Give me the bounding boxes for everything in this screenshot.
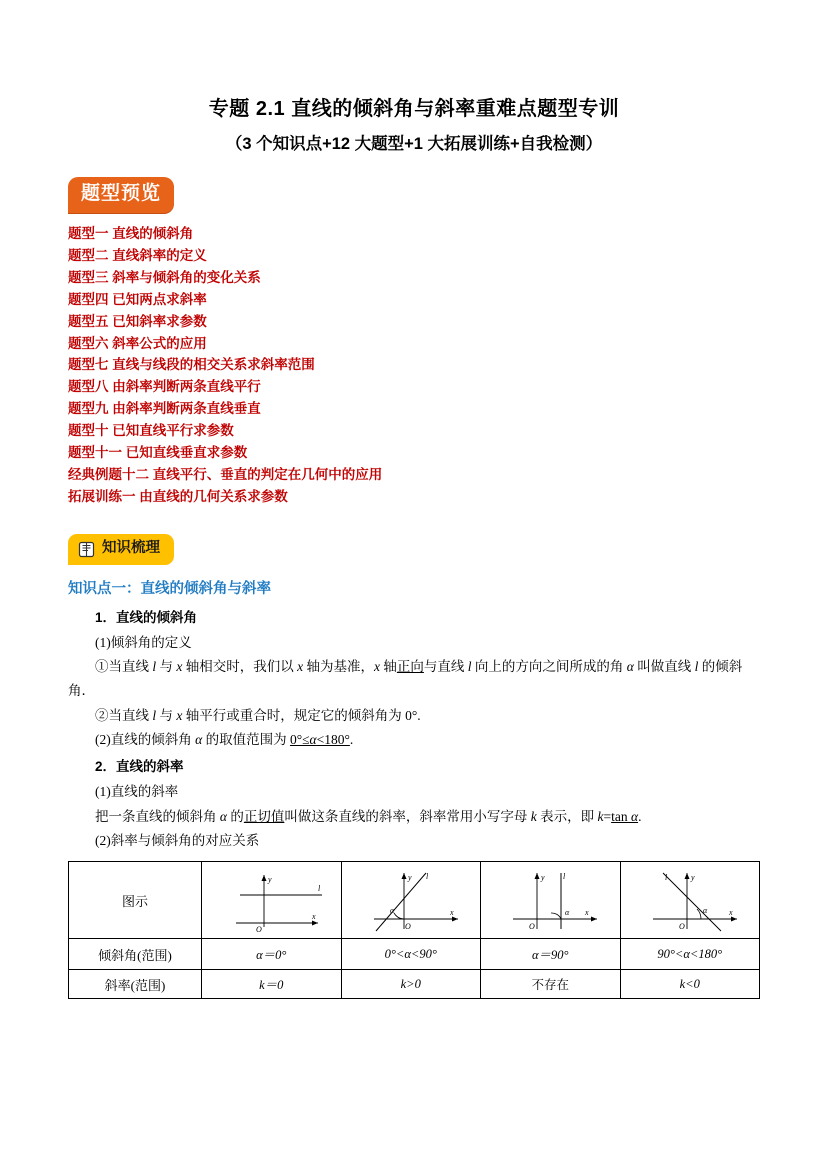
- table-row-label-angle: 倾斜角(范围): [69, 939, 202, 970]
- svg-text:α: α: [702, 906, 707, 916]
- list-item: 拓展训练一 由直线的几何关系求参数: [68, 488, 288, 504]
- list-item: 题型七 直线与线段的相交关系求斜率范围: [68, 357, 315, 373]
- svg-text:l: l: [425, 872, 428, 882]
- diagram-vertical-line: [481, 862, 621, 939]
- table-cell-angle-3: α＝90°: [481, 939, 621, 970]
- section-2-line-1: (1)直线的斜率: [95, 784, 179, 800]
- knowledge-banner-label: 知识梳理: [102, 540, 160, 557]
- list-item: 题型八 由斜率判断两条直线平行: [68, 379, 261, 395]
- list-item: 题型十 已知直线平行求参数: [68, 423, 234, 439]
- section-2-line-3: (2)斜率与倾斜角的对应关系: [95, 833, 260, 849]
- svg-text:l: l: [664, 873, 667, 883]
- list-item: 题型五 已知斜率求参数: [68, 313, 207, 329]
- list-item: 题型三 斜率与倾斜角的变化关系: [68, 270, 261, 286]
- knowledge-banner: [68, 534, 760, 565]
- list-item: 经典例题十二 直线平行、垂直的判定在几何中的应用: [68, 466, 383, 482]
- list-item: 题型四 已知两点求斜率: [68, 291, 207, 307]
- list-item: 题型一 直线的倾斜角: [68, 226, 194, 242]
- slope-angle-table: [68, 861, 760, 999]
- section-1-line-2: ①当直线 l 与 x 轴相交时，我们以 x 轴为基准，x 轴正向与直线 l 向上的方向之间所成的角 α 叫做直线 l 的倾斜角．: [68, 659, 743, 699]
- table-cell-slope-4: k<0: [620, 970, 760, 999]
- svg-text:α: α: [565, 908, 570, 918]
- table-row-label-slope: 斜率(范围): [69, 970, 202, 999]
- diagram-acute-angle-line: [341, 862, 481, 939]
- knowledge-point-heading: 知识点一：直线的倾斜角与斜率: [68, 580, 271, 597]
- svg-text:x: x: [312, 912, 316, 922]
- svg-text:l: l: [563, 872, 566, 882]
- table-cell-slope-2: k>0: [341, 970, 481, 999]
- table-row-label-figure: 图示: [69, 862, 202, 939]
- table-cell-angle-2: 0°<α<90°: [341, 939, 481, 970]
- list-item: 题型十一 已知直线垂直求参数: [68, 444, 248, 460]
- table-cell-slope-3: 不存在: [481, 970, 621, 999]
- section-1-line-4: (2)直线的倾斜角 α 的取值范围为 0°≤α<180°.: [95, 732, 354, 748]
- svg-text:α: α: [389, 906, 394, 916]
- preview-banner: [68, 177, 760, 213]
- svg-text:O: O: [256, 925, 263, 935]
- svg-text:y: y: [407, 873, 412, 883]
- table-cell-angle-4: 90°<α<180°: [620, 939, 760, 970]
- list-item: 题型九 由斜率判断两条直线垂直: [68, 401, 261, 417]
- svg-text:O: O: [404, 922, 411, 932]
- question-type-outline: [68, 223, 760, 507]
- document-content: [68, 96, 760, 999]
- svg-text:x: x: [585, 908, 589, 918]
- section-heading-2: 2．直线的斜率: [95, 758, 184, 774]
- table-cell-angle-1: α＝0°: [202, 939, 342, 970]
- svg-text:l: l: [318, 884, 321, 894]
- diagram-obtuse-angle-line: [620, 862, 760, 939]
- svg-text:y: y: [268, 875, 272, 885]
- table-row: [69, 970, 760, 999]
- svg-text:O: O: [529, 922, 536, 932]
- section-1-line-3: ②当直线 l 与 x 轴平行或重合时，规定它的倾斜角为 0°.: [95, 707, 421, 723]
- section-heading-1: 1．直线的倾斜角: [95, 609, 198, 625]
- svg-text:O: O: [678, 922, 685, 932]
- svg-text:y: y: [690, 873, 695, 883]
- table-row: [69, 862, 760, 939]
- list-item: 题型二 直线斜率的定义: [68, 248, 207, 264]
- list-item: 题型六 斜率公式的应用: [68, 335, 207, 351]
- section-2-line-2: 把一条直线的倾斜角 α 的正切值叫做这条直线的斜率，斜率常用小写字母 k 表示，即 k=tan α.: [95, 808, 642, 824]
- book-icon: [78, 541, 95, 558]
- table-row: [69, 939, 760, 970]
- preview-banner-label: 题型预览: [68, 177, 174, 213]
- svg-text:x: x: [449, 908, 454, 918]
- svg-text:y: y: [541, 873, 545, 883]
- knowledge-banner-inner: [68, 534, 174, 565]
- section-1-line-1: (1)倾斜角的定义: [95, 634, 192, 650]
- page-subtitle: （3 个知识点+12 大题型+1 大拓展训练+自我检测）: [225, 135, 603, 153]
- diagram-horizontal-line: [202, 862, 342, 939]
- svg-text:x: x: [728, 908, 733, 918]
- page-title: 专题 2.1 直线的倾斜角与斜率重难点题型专训: [208, 98, 620, 120]
- table-cell-slope-1: k＝0: [202, 970, 342, 999]
